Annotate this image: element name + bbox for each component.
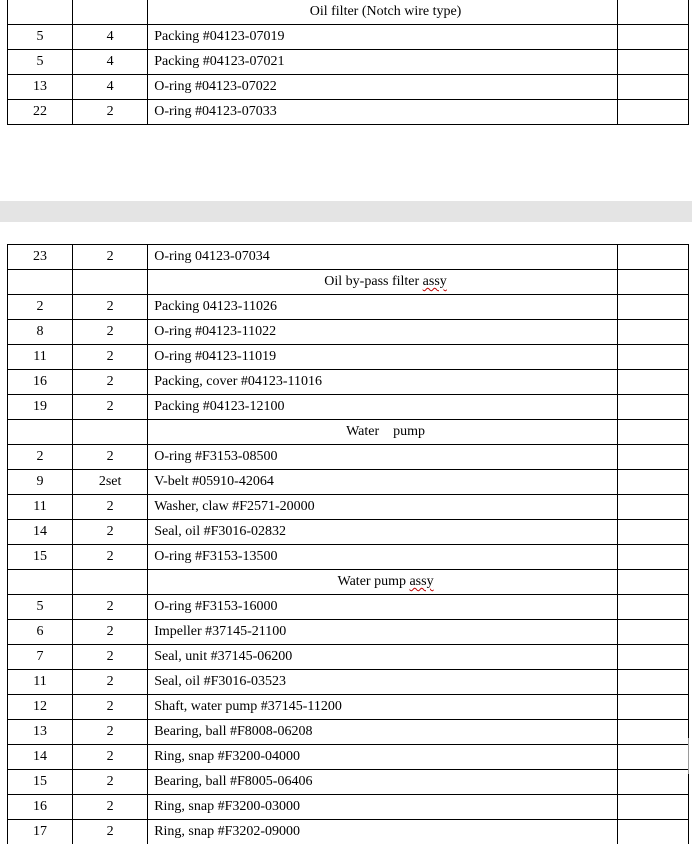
remarks-cell: [617, 745, 688, 770]
quantity-cell: 4: [73, 75, 148, 100]
item-number-cell: 2: [8, 295, 73, 320]
remarks-cell: [617, 470, 688, 495]
parts-table-body: [8, 245, 689, 845]
part-description-cell: Packing, cover #04123-11016: [148, 370, 618, 395]
quantity-cell: 2: [73, 720, 148, 745]
table-row: [8, 395, 689, 420]
quantity-cell: 2: [73, 620, 148, 645]
remarks-cell: [617, 645, 688, 670]
item-number-cell: 22: [8, 100, 73, 125]
section-header-row: [8, 570, 689, 595]
item-number-cell: 2: [8, 445, 73, 470]
item-number-cell: 5: [8, 595, 73, 620]
page-break-gap: [0, 201, 692, 222]
item-number-cell: 17: [8, 820, 73, 845]
remarks-cell: [617, 820, 688, 845]
remarks-cell: [617, 495, 688, 520]
remarks-cell: [617, 620, 688, 645]
item-number-cell: 11: [8, 345, 73, 370]
item-number-cell: 5: [8, 50, 73, 75]
parts-table-body: [8, 0, 689, 125]
item-number-cell: 13: [8, 75, 73, 100]
part-description-cell: V-belt #05910-42064: [148, 470, 618, 495]
table-row: [8, 295, 689, 320]
remarks-cell: [617, 50, 688, 75]
item-number-cell: 19: [8, 395, 73, 420]
section-title: [148, 570, 618, 595]
quantity-cell: 2: [73, 770, 148, 795]
item-number-cell: 11: [8, 495, 73, 520]
item-number-cell: 16: [8, 795, 73, 820]
part-description-cell: Seal, oil #F3016-02832: [148, 520, 618, 545]
item-number-cell: 16: [8, 370, 73, 395]
remarks-cell: [617, 270, 688, 295]
table-row: [8, 495, 689, 520]
item-number-cell: 11: [8, 670, 73, 695]
table-row: [8, 720, 689, 745]
item-number-cell: 5: [8, 25, 73, 50]
item-number-cell: 12: [8, 695, 73, 720]
table-row: [8, 770, 689, 795]
part-description-cell: O-ring #F3153-08500: [148, 445, 618, 470]
remarks-cell: [617, 320, 688, 345]
part-description-cell: Washer, claw #F2571-20000: [148, 495, 618, 520]
quantity-cell: [73, 570, 148, 595]
section-title-text: Water pump: [346, 424, 426, 439]
remarks-cell: [617, 25, 688, 50]
remarks-cell: [617, 395, 688, 420]
remarks-cell: [617, 670, 688, 695]
remarks-cell: [617, 520, 688, 545]
part-description-cell: Ring, snap #F3200-03000: [148, 795, 618, 820]
section-title-text: Oil filter (Notch wire type): [309, 4, 462, 19]
table-row: [8, 445, 689, 470]
part-description-cell: Packing #04123-07019: [148, 25, 618, 50]
item-number-cell: 14: [8, 745, 73, 770]
table-row: [8, 520, 689, 545]
table-row: [8, 645, 689, 670]
quantity-cell: 2: [73, 295, 148, 320]
table-row: [8, 820, 689, 845]
part-description-cell: Seal, unit #37145-06200: [148, 645, 618, 670]
item-number-cell: 9: [8, 470, 73, 495]
table-row: [8, 620, 689, 645]
remarks-cell: [617, 245, 688, 270]
quantity-cell: 2: [73, 595, 148, 620]
part-description-cell: Bearing, ball #F8008-06208: [148, 720, 618, 745]
part-description-cell: Ring, snap #F3200-04000: [148, 745, 618, 770]
item-number-cell: 15: [8, 770, 73, 795]
item-number-cell: 23: [8, 245, 73, 270]
remarks-cell: [617, 295, 688, 320]
table-row: [8, 470, 689, 495]
remarks-cell: [617, 0, 688, 25]
table-row: [8, 75, 689, 100]
quantity-cell: 2: [73, 820, 148, 845]
section-title: [148, 0, 618, 25]
part-description-cell: O-ring #04123-11019: [148, 345, 618, 370]
quantity-cell: 2: [73, 445, 148, 470]
section-title-text: Oil by-pass filter: [324, 274, 423, 289]
quantity-cell: 4: [73, 25, 148, 50]
quantity-cell: 2: [73, 370, 148, 395]
spellcheck-word: assy: [409, 574, 434, 589]
quantity-cell: [73, 270, 148, 295]
remarks-cell: [617, 420, 688, 445]
quantity-cell: 2set: [73, 470, 148, 495]
part-description-cell: Packing 04123-11026: [148, 295, 618, 320]
table-row: [8, 695, 689, 720]
remarks-cell: [617, 345, 688, 370]
quantity-cell: [73, 0, 148, 25]
item-number-cell: 7: [8, 645, 73, 670]
section-header-row: [8, 420, 689, 445]
part-description-cell: Impeller #37145-21100: [148, 620, 618, 645]
table-row: [8, 100, 689, 125]
part-description-cell: O-ring #F3153-16000: [148, 595, 618, 620]
item-number-cell: [8, 270, 73, 295]
quantity-cell: 2: [73, 795, 148, 820]
section-title: [148, 420, 618, 445]
table-row: [8, 745, 689, 770]
remarks-cell: [617, 545, 688, 570]
part-description-cell: Packing #04123-07021: [148, 50, 618, 75]
part-description-cell: O-ring #F3153-13500: [148, 545, 618, 570]
remarks-cell: [617, 100, 688, 125]
table-row: [8, 345, 689, 370]
item-number-cell: 6: [8, 620, 73, 645]
section-header-row: [8, 0, 689, 25]
quantity-cell: 2: [73, 320, 148, 345]
item-number-cell: 13: [8, 720, 73, 745]
part-description-cell: O-ring #04123-07022: [148, 75, 618, 100]
table-row: [8, 25, 689, 50]
item-number-cell: [8, 0, 73, 25]
table-row: [8, 320, 689, 345]
quantity-cell: 2: [73, 520, 148, 545]
part-description-cell: Shaft, water pump #37145-11200: [148, 695, 618, 720]
remarks-cell: [617, 695, 688, 720]
quantity-cell: 2: [73, 695, 148, 720]
section-header-row: [8, 270, 689, 295]
table-row: [8, 595, 689, 620]
remarks-cell: [617, 770, 688, 795]
table-row: [8, 370, 689, 395]
section-title: [148, 270, 618, 295]
remarks-cell: [617, 795, 688, 820]
quantity-cell: 2: [73, 245, 148, 270]
quantity-cell: 2: [73, 345, 148, 370]
quantity-cell: 2: [73, 495, 148, 520]
remarks-cell: [617, 595, 688, 620]
table-row: [8, 795, 689, 820]
part-description-cell: Ring, snap #F3202-09000: [148, 820, 618, 845]
part-description-cell: O-ring 04123-07034: [148, 245, 618, 270]
table-row: [8, 545, 689, 570]
table-row: [8, 670, 689, 695]
remarks-cell: [617, 370, 688, 395]
margin-marker: [688, 738, 692, 774]
quantity-cell: 2: [73, 670, 148, 695]
quantity-cell: 2: [73, 395, 148, 420]
part-description-cell: Bearing, ball #F8005-06406: [148, 770, 618, 795]
table-row: [8, 50, 689, 75]
part-description-cell: Seal, oil #F3016-03523: [148, 670, 618, 695]
quantity-cell: [73, 420, 148, 445]
quantity-cell: 2: [73, 100, 148, 125]
item-number-cell: 8: [8, 320, 73, 345]
remarks-cell: [617, 75, 688, 100]
item-number-cell: 14: [8, 520, 73, 545]
quantity-cell: 2: [73, 745, 148, 770]
item-number-cell: 15: [8, 545, 73, 570]
quantity-cell: 2: [73, 645, 148, 670]
spellcheck-word: assy: [422, 274, 447, 289]
parts-table-page-2: [7, 244, 689, 844]
quantity-cell: 4: [73, 50, 148, 75]
remarks-cell: [617, 445, 688, 470]
part-description-cell: O-ring #04123-07033: [148, 100, 618, 125]
item-number-cell: [8, 420, 73, 445]
part-description-cell: O-ring #04123-11022: [148, 320, 618, 345]
part-description-cell: Packing #04123-12100: [148, 395, 618, 420]
quantity-cell: 2: [73, 545, 148, 570]
remarks-cell: [617, 720, 688, 745]
item-number-cell: [8, 570, 73, 595]
remarks-cell: [617, 570, 688, 595]
section-title-text: Water pump: [337, 574, 410, 589]
table-row: [8, 245, 689, 270]
parts-table-page-1: [7, 0, 689, 125]
